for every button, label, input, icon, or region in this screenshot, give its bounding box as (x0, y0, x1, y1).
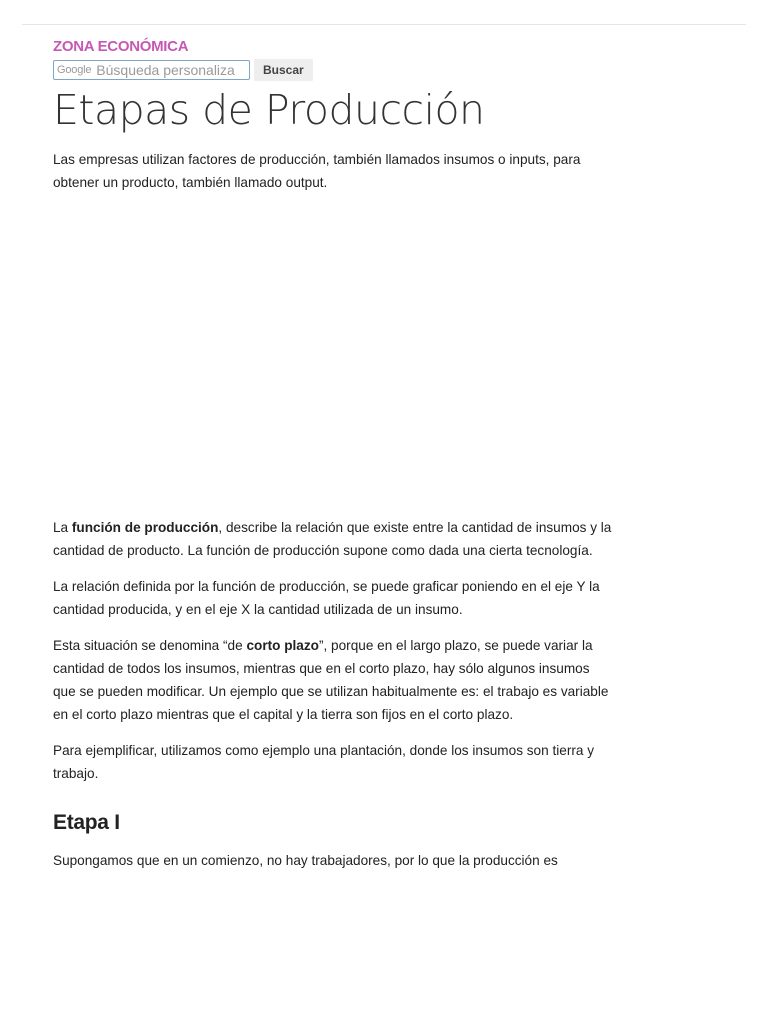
site-name-link[interactable]: ZONA ECONÓMICA (53, 38, 189, 55)
google-logo-icon: Google (57, 64, 92, 76)
text-run: , describe la relación que existe entre la cantidad de insumos y la cantidad de producto. La función de producción supone como dada una cierta tecnología. (53, 520, 612, 558)
text-run: ”, porque en el largo plazo, se puede variar la cantidad de todos los insumos, mientras que en el corto plazo, hay sólo algunos insumos que se pueden modificar. Un ejemplo que se utilizan habitualmente es: el trabajo es variable en el corto plazo mientras que el capital y la tierra son fijos en el corto plazo. (53, 638, 609, 722)
paragraph-short-term (53, 634, 613, 726)
bold-term: corto plazo (246, 638, 319, 653)
page-content (53, 36, 613, 885)
page-title: Etapas de Producción (53, 86, 485, 134)
text-run: La (53, 520, 72, 535)
search-box[interactable] (53, 60, 250, 80)
text-run: Esta situación se denomina “de (53, 638, 247, 653)
paragraph-production-function (53, 516, 613, 562)
paragraph-graph: La relación definida por la función de producción, se puede graficar poniendo en el eje Y la cantidad producida, y en el eje X la cantidad utilizada de un insumo. (53, 579, 600, 617)
search-input[interactable] (96, 62, 241, 78)
ad-placeholder (53, 194, 613, 516)
search-bar (53, 59, 613, 81)
paragraph-example: Para ejemplificar, utilizamos como ejemplo una plantación, donde los insumos son tierra y trabajo. (53, 743, 595, 781)
paragraph-etapa-1: Supongamos que en un comienzo, no hay trabajadores, por lo que la producción es (53, 853, 558, 868)
bold-term: función de producción (71, 520, 219, 535)
section-title-etapa-1: Etapa I (53, 811, 120, 834)
search-button[interactable]: Buscar (254, 59, 313, 81)
header-divider (22, 24, 746, 25)
intro-paragraph: Las empresas utilizan factores de producción, también llamados insumos o inputs, para obtener un producto, también llamado output. (53, 152, 581, 190)
